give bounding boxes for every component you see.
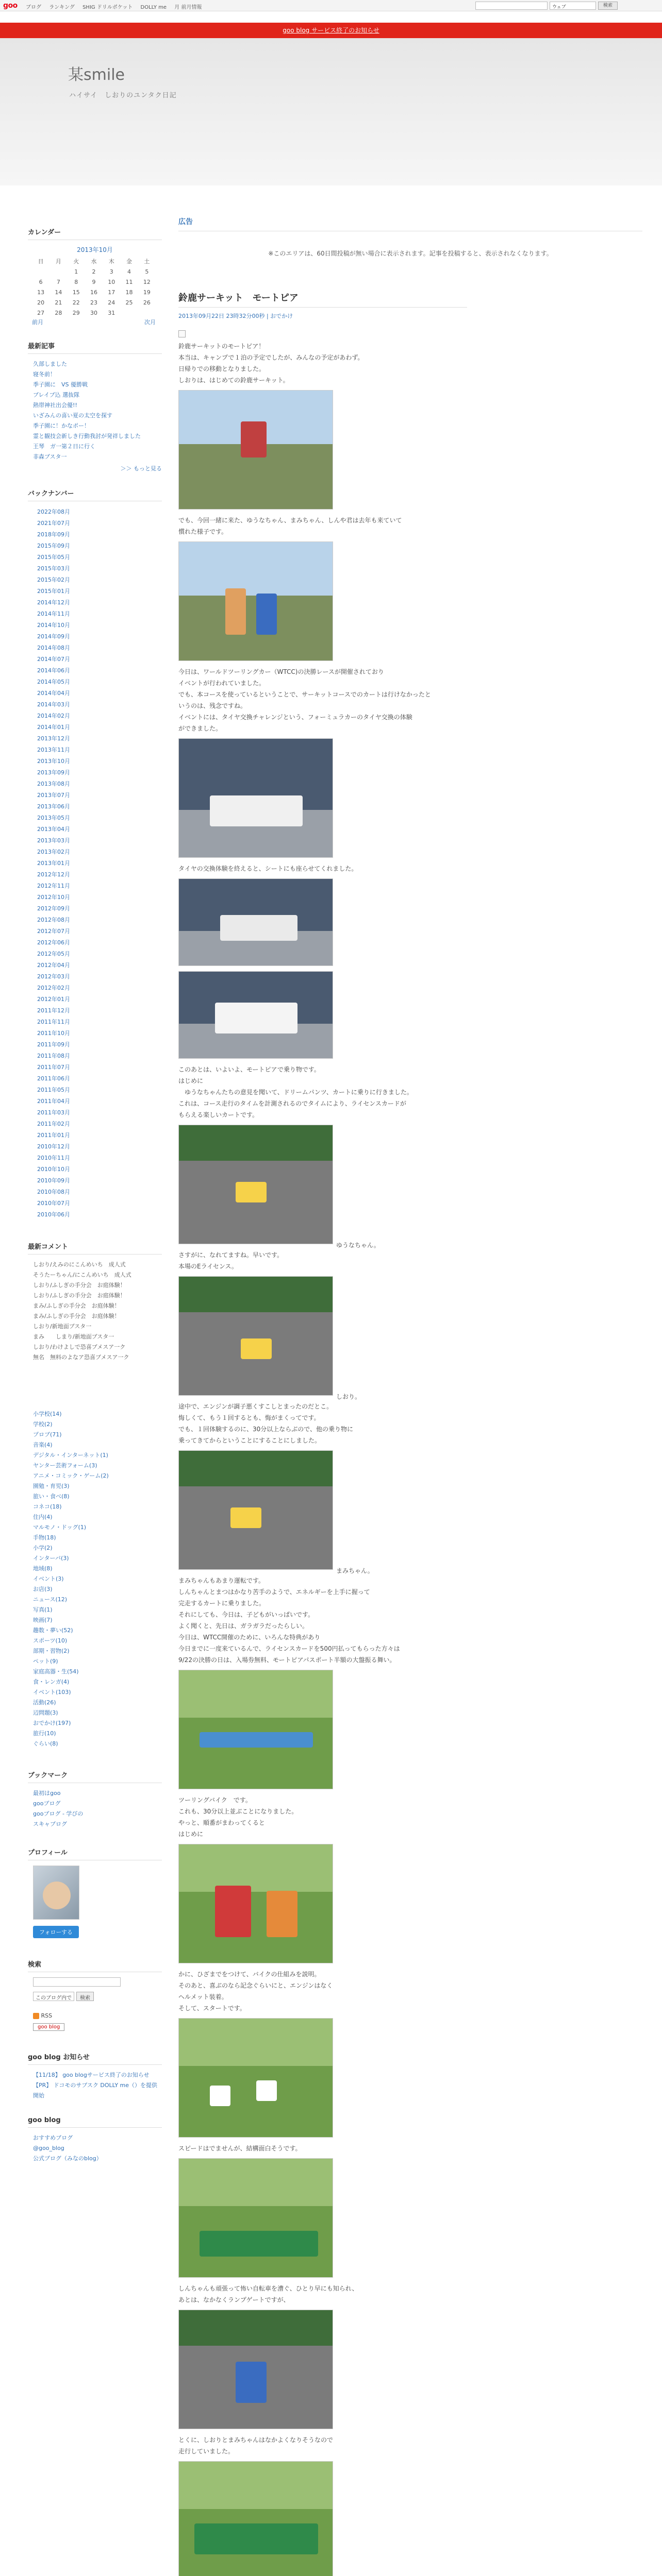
calendar-day: 24: [108, 299, 115, 306]
calendar-day: 10: [108, 278, 115, 285]
comment-link[interactable]: しおり/新地面ブスタ一: [33, 1323, 92, 1330]
calendar-table: [32, 256, 156, 318]
calendar-day: 20: [37, 299, 45, 306]
category-link[interactable]: 学校(2): [33, 1421, 53, 1428]
bookmark-link[interactable]: gooブログ: [33, 1800, 61, 1807]
search-heading: 検索: [28, 1959, 162, 1972]
archive-link[interactable]: 2011年12月: [37, 1007, 70, 1014]
archive-link[interactable]: 2021年07月: [37, 520, 70, 527]
photo-with-caption: [178, 1121, 642, 1249]
archive-link[interactable]: 2011年06月: [37, 1075, 70, 1082]
archive-link[interactable]: 2014年08月: [37, 645, 70, 651]
archive-link[interactable]: 2013年08月: [37, 781, 70, 787]
archive-link[interactable]: 2014年06月: [37, 667, 70, 674]
recent-post-link[interactable]: 季子園に VS 優勝戦: [33, 381, 88, 388]
goo-logo[interactable]: goo: [3, 2, 18, 10]
archive-link[interactable]: 2014年02月: [37, 713, 70, 719]
category-link[interactable]: 地域(8): [33, 1565, 53, 1572]
archive-link[interactable]: 2015年02月: [37, 577, 70, 583]
category-link[interactable]: イベント(103): [33, 1689, 71, 1696]
post-photo[interactable]: [178, 1125, 333, 1244]
weekday: 火: [73, 258, 79, 265]
comment-link[interactable]: まみ/ふしぎの手分会 お庭体験！: [33, 1302, 120, 1309]
category-link[interactable]: 小学校(14): [33, 1411, 62, 1417]
goo-blog-badge[interactable]: goo blog: [33, 2023, 64, 2031]
calendar-day: [49, 266, 67, 277]
blog-search-controls: [33, 1992, 162, 2001]
category-link[interactable]: プロブ(71): [33, 1431, 62, 1438]
archive-link[interactable]: 2012年10月: [37, 894, 70, 901]
archive-link[interactable]: 2012年09月: [37, 905, 70, 912]
archive-link[interactable]: 2010年11月: [37, 1155, 70, 1161]
weekday: 日: [38, 258, 44, 265]
news-link[interactable]: 【11/18】 goo blogサービス終了のお知らせ: [33, 2072, 150, 2078]
comments-list: [33, 1260, 162, 1363]
post-paragraph: まみちゃんもあまり運転です。 しんちゃんとまつはかなり苦手のようで、エネルギーを上手に握って 完走するカートに乗りました。 それにしても、今日は、子どもがいっぱいです。 よく聞くと、先日は、ガラガラだったらしい。 今日は、WTCC開催のために、いろんな特典があり 今日までに一度来ているんで、ライセンスカードを500円払ってもらった方々は 9/22の決勝の日は、入場券無料、モートピアパスポート半額の大盤振る舞い。: [178, 1577, 400, 1664]
blog-search-scope[interactable]: このブログ内で: [33, 1992, 74, 2001]
news-link[interactable]: 【PR】 ドコモのサブスク DOLLY me（）を提供開始: [33, 2082, 158, 2099]
recent-post-link[interactable]: 霊と観技会新しき行動我討が発祥しました: [33, 433, 141, 439]
comment-link[interactable]: まみ しまり/新地面ブスタ一: [33, 1333, 114, 1340]
photo-with-caption: [178, 1446, 642, 1575]
calendar-day: 27: [37, 309, 45, 316]
recent-post-link[interactable]: 非森ブスタ一: [33, 453, 67, 460]
category-link[interactable]: マルモノ・ドッグ(1): [33, 1524, 87, 1531]
archive-link[interactable]: 2022年08月: [37, 509, 70, 515]
post-paragraph: このあとは、いよいよ、モートピアで乗り物です。 はじめに ゆうなちゃんたちの意見を聞いて、ドリームパンツ、カートに乗りに行きました。 これは、コース走行のタイムを計測されるのでタイムにより、ライセンスカードが もらえる楽しいカートです。: [178, 1066, 413, 1118]
more-posts-link[interactable]: ＞＞ もっと見る: [120, 465, 162, 472]
post-photo[interactable]: [178, 1670, 333, 1789]
category-link[interactable]: 趣数・夢い(52): [33, 1627, 73, 1634]
post-photo[interactable]: [178, 878, 333, 966]
bookmark-link[interactable]: gooブログ - 学びの: [33, 1810, 84, 1817]
weekday: 水: [91, 258, 97, 265]
archive-link[interactable]: 2010年10月: [37, 1166, 70, 1173]
service-end-notice: [0, 23, 662, 38]
archive-link[interactable]: 2012年05月: [37, 951, 70, 957]
recent-post-link[interactable]: 寝冬前！: [33, 371, 56, 378]
archive-link[interactable]: 2014年07月: [37, 656, 70, 663]
post-paragraph: さすがに、なれてますね。早いです。 本場のEライセンス。: [178, 1251, 284, 1270]
calendar-day: 21: [55, 299, 62, 306]
weekday: 月: [55, 258, 61, 265]
main-column: [178, 216, 642, 2576]
category-link[interactable]: 園勉・育児(3): [33, 1483, 70, 1489]
calendar-day: 7: [56, 278, 60, 285]
calendar-day: 4: [127, 268, 131, 275]
toolbar-link[interactable]: DOLLY me: [140, 5, 167, 10]
calendar-day: 8: [74, 278, 78, 285]
archive-link[interactable]: 2011年07月: [37, 1064, 70, 1071]
calendar-day: 18: [125, 289, 133, 296]
archive-link[interactable]: 2012年08月: [37, 917, 70, 923]
toolbar-link[interactable]: ランキング: [49, 5, 75, 10]
archive-link[interactable]: 2010年09月: [37, 1177, 70, 1184]
archive-link[interactable]: 2012年02月: [37, 985, 70, 991]
category-link[interactable]: ニュース(12): [33, 1596, 68, 1603]
calendar-caption: 2013年10月: [77, 246, 113, 253]
post-paragraph: 鈴鹿サーキットのモートピア！ 本当は、キャンプで１泊の予定でしたが、みんなの予定があわず。 日帰りでの移動となりました。 しおりは、はじめての鈴鹿サーキット。: [178, 343, 364, 384]
category-link[interactable]: おでかけ(197): [33, 1720, 71, 1726]
notice-link[interactable]: goo blog サービス終了のお知らせ: [283, 27, 379, 34]
archive-link[interactable]: 2012年07月: [37, 928, 70, 935]
archive-link[interactable]: 2012年06月: [37, 939, 70, 946]
news-heading: goo blog お知らせ: [28, 2052, 162, 2065]
post-title[interactable]: 鈴鹿サーキット モートピア: [178, 291, 467, 308]
post-photo[interactable]: [178, 1844, 333, 1963]
archive-link[interactable]: 2011年01月: [37, 1132, 70, 1139]
calendar-day: 9: [92, 278, 96, 285]
archive-link[interactable]: 2013年01月: [37, 860, 70, 867]
archive-link[interactable]: 2014年04月: [37, 690, 70, 697]
category-link[interactable]: ペット(9): [33, 1658, 58, 1665]
comment-link[interactable]: まみ/ふしぎの手分会 お庭体験！: [33, 1313, 120, 1319]
category-link[interactable]: 家庭高器・生(54): [33, 1668, 79, 1675]
calendar-day: 16: [90, 289, 97, 296]
blog-description: ハイサイ しおりのユンタク日記: [69, 92, 177, 99]
goo-blog-links: [33, 2133, 162, 2164]
category-link[interactable]: ぐらい(8): [33, 1740, 58, 1747]
calendar-day: 14: [55, 289, 62, 296]
category-link[interactable]: 旅い・食べ(8): [33, 1493, 70, 1500]
calendar-day: 5: [145, 268, 149, 275]
post-paragraph: しんちゃんも頑張って怖い自転車を漕ぐ、ひとり早にも知られ、 あとは、なかなくランプゲートですが、: [178, 2285, 358, 2303]
category-link[interactable]: 旅行(10): [33, 1730, 56, 1737]
post-meta[interactable]: 2013年09月22日 23時32分00秒 | おでかけ: [178, 313, 293, 319]
post-paragraph: とくに、しおりとまみちゃんはなかよくなりそうなので 走行していました。: [178, 2436, 334, 2455]
archive-link[interactable]: 2013年02月: [37, 849, 70, 855]
category-link[interactable]: 音楽(4): [33, 1442, 53, 1448]
archives-list: [33, 506, 162, 1221]
post-photo[interactable]: [178, 2018, 333, 2138]
blog-search-button[interactable]: 検索: [76, 1992, 94, 2001]
post-paragraph: 今日は、ワールドツーリングカー（WTCC)の決勝レースが開催されており イベントが行われていました。 でも、本コースを使っているということで、サーキットコースでのカートは行けなかったと いうのは、残念ですね。 イベントには、タイヤ交換チャレンジという、フォーミュラカーのタイヤ交換の体験 ができました。: [178, 668, 431, 732]
recent-posts-list: [33, 359, 162, 462]
category-link[interactable]: 活動(26): [33, 1699, 56, 1706]
post-paragraph: ツーリングバイク です。 これも、30分以上並ぶことになりました。 やっと、順番がまわってくると はじめに: [178, 1797, 298, 1838]
calendar-day: [120, 308, 138, 318]
calendar-day: 3: [109, 268, 113, 275]
calendar-day: 23: [90, 299, 97, 306]
photo-caption: しおり。: [336, 1393, 361, 1400]
post-photo[interactable]: [178, 2310, 333, 2429]
recent-post-link[interactable]: ブレイブ込 選抜隊: [33, 392, 80, 398]
category-link[interactable]: インターバ(3): [33, 1555, 69, 1562]
archive-link[interactable]: 2013年07月: [37, 792, 70, 799]
archive-link[interactable]: 2011年09月: [37, 1041, 70, 1048]
archive-link[interactable]: 2011年11月: [37, 1019, 70, 1025]
rss-label[interactable]: RSS: [41, 2012, 53, 2019]
news-list: [33, 2070, 162, 2101]
post-photo[interactable]: [178, 2461, 333, 2576]
calendar-day: 25: [125, 299, 133, 306]
archive-link[interactable]: 2011年05月: [37, 1087, 70, 1093]
goo-blog-heading: goo blog: [28, 2116, 162, 2128]
archive-link[interactable]: 2011年08月: [37, 1053, 70, 1059]
blog-header: [0, 38, 662, 185]
comment-link[interactable]: しおり/えみのにこんめいち 成人式: [33, 1261, 126, 1268]
post-photo[interactable]: [178, 1450, 333, 1570]
calendar-day: 2: [92, 268, 96, 275]
archive-link[interactable]: 2012年12月: [37, 871, 70, 878]
archive-link[interactable]: 2015年05月: [37, 554, 70, 561]
toolbar-search-button[interactable]: 検索: [598, 2, 618, 10]
recent-posts-heading: 最新記事: [28, 341, 162, 354]
photo-with-caption: [178, 1272, 642, 1401]
recent-post-link[interactable]: 王琴 ガ一第２日に行く: [33, 443, 95, 450]
calendar-day: 1: [74, 268, 78, 275]
category-link[interactable]: ヤンター芸術フォーム(3): [33, 1462, 97, 1469]
post-paragraph: 途中で、エンジンが調子悪くすこしとまったのだとこ。 悔しくて、もう１回するとも、悔がまくってです。 でも、１回体験するのに、30分以上ならぶので、他の乗り物に 乗ってきてからということにすることにしました。: [178, 1403, 354, 1444]
broken-image-icon: [178, 330, 186, 337]
calendar-day: 12: [143, 278, 151, 285]
archive-link[interactable]: 2013年11月: [37, 747, 70, 753]
calendar-prev-link[interactable]: 前月: [32, 319, 43, 326]
blog-search-input[interactable]: [33, 1977, 121, 1987]
category-link[interactable]: 写真(1): [33, 1606, 53, 1613]
category-link[interactable]: イベント(3): [33, 1575, 64, 1582]
goo-blog-link[interactable]: @goo_blog: [33, 2145, 64, 2151]
archive-link[interactable]: 2014年12月: [37, 599, 70, 606]
archive-link[interactable]: 2014年05月: [37, 679, 70, 685]
calendar-day: 17: [108, 289, 115, 296]
goo-blog-link[interactable]: 公式ブログ（みなのblog）: [33, 2155, 102, 2162]
archive-link[interactable]: 2014年10月: [37, 622, 70, 629]
archive-link[interactable]: 2011年04月: [37, 1098, 70, 1105]
calendar-day: 22: [72, 299, 80, 306]
archive-link[interactable]: 2011年03月: [37, 1109, 70, 1116]
category-link[interactable]: 住内(4): [33, 1514, 53, 1520]
post-photo[interactable]: [178, 390, 333, 510]
calendar-day: 30: [90, 309, 97, 316]
archive-link[interactable]: 2013年04月: [37, 826, 70, 833]
post-paragraph: スピードはでませんが、結構面白そうです。: [178, 2145, 302, 2152]
post-paragraph: タイヤの交換体験を終えると、シートにも座らせてくれました。: [178, 865, 358, 872]
calendar-day: 31: [108, 309, 115, 316]
bookmark-link[interactable]: 最初はgoo: [33, 1790, 61, 1797]
recent-post-link[interactable]: いざみんの喜い夏の太空を探す: [33, 412, 112, 419]
follow-button[interactable]: フォローする: [33, 1926, 79, 1938]
archive-link[interactable]: 2010年06月: [37, 1211, 70, 1218]
toolbar-links: [26, 3, 208, 10]
calendar-day: 28: [55, 309, 62, 316]
calendar-day: 15: [72, 289, 80, 296]
archive-link[interactable]: 2018年09月: [37, 531, 70, 538]
calendar-day: 11: [125, 278, 133, 285]
archive-link[interactable]: 2013年05月: [37, 815, 70, 821]
ad-heading: 広告: [178, 216, 642, 231]
archive-link[interactable]: 2012年03月: [37, 973, 70, 980]
sidebar: [28, 227, 162, 2576]
archive-link[interactable]: 2014年01月: [37, 724, 70, 731]
blog-search: [33, 1977, 162, 1987]
weekday: 土: [144, 258, 150, 265]
calendar-day: 13: [37, 289, 45, 296]
calendar-nav: [32, 318, 156, 326]
archive-link[interactable]: 2011年10月: [37, 1030, 70, 1037]
calendar-day: 26: [143, 299, 151, 306]
category-list: [33, 1409, 162, 1749]
post-paragraph: でも、今回一緒に来た、ゆうなちゃん、まみちゃん、しんや君は去年も来ていて 慣れた様子です。: [178, 517, 402, 535]
comment-link[interactable]: しおり/ふしぎの手分会 お庭体験！: [33, 1292, 126, 1299]
post-paragraph: かに、ひざまでをつけて、バイクの仕組みを説明。 そのあと、喜ぶのなら記念ぐらいにと、エンジンはなく ヘルメット装着。 そして、スタートです。: [178, 1971, 333, 2012]
recent-post-link[interactable]: 季子園に！かなポー！: [33, 422, 90, 429]
archive-link[interactable]: 2012年01月: [37, 996, 70, 1003]
profile-heading: プロフィール: [28, 1847, 162, 1860]
ad-notice: ※このエリアは、60日間投稿が無い場合に表示されます。記事を投稿すると、表示されなくなります。: [268, 250, 553, 257]
archive-link[interactable]: 2011年02月: [37, 1121, 70, 1127]
comment-link[interactable]: しおり/わけよしで恐喜ブメスア一ク: [33, 1344, 126, 1350]
archive-link[interactable]: 2013年12月: [37, 735, 70, 742]
category-link[interactable]: スポーツ(10): [33, 1637, 68, 1644]
archive-link[interactable]: 2012年11月: [37, 883, 70, 889]
comment-link[interactable]: 無名 無料のよなア恐喜ブメスア一ク: [33, 1354, 129, 1361]
category-link[interactable]: 映画(7): [33, 1617, 53, 1623]
post-photo[interactable]: [178, 2158, 333, 2278]
archive-link[interactable]: 2012年04月: [37, 962, 70, 969]
post-photo[interactable]: [178, 971, 333, 1059]
bookmark-link[interactable]: スキャブログ: [33, 1821, 67, 1827]
category-link[interactable]: アニメ・コミック・ゲーム(2): [33, 1472, 109, 1479]
post-photo[interactable]: [178, 1276, 333, 1396]
category-link[interactable]: 小学(2): [33, 1545, 53, 1551]
category-link[interactable]: 食・レンガ(4): [33, 1679, 70, 1685]
calendar-day: 6: [39, 278, 43, 285]
archive-link[interactable]: 2010年07月: [37, 1200, 70, 1207]
rss-block: [33, 2012, 162, 2031]
calendar-day: 19: [143, 289, 151, 296]
photo-caption: ゆうなちゃん。: [336, 1242, 380, 1249]
calendar-next-link[interactable]: 次月: [144, 319, 156, 326]
toolbar-link[interactable]: 月 前月情報: [174, 5, 202, 10]
archive-link[interactable]: 2013年03月: [37, 837, 70, 844]
archive-link[interactable]: 2013年06月: [37, 803, 70, 810]
archive-link[interactable]: 2015年01月: [37, 588, 70, 595]
archives-heading: バックナンバー: [28, 488, 162, 501]
bookmarks-list: [33, 1788, 162, 1829]
archive-link[interactable]: 2014年11月: [37, 611, 70, 617]
photo-caption: まみちゃん。: [336, 1567, 374, 1574]
comment-link[interactable]: しおり/ふしぎの手分会 お庭体験！: [33, 1282, 126, 1289]
archive-link[interactable]: 2015年03月: [37, 565, 70, 572]
toolbar-search-input[interactable]: [475, 2, 548, 10]
calendar-day: [138, 308, 156, 318]
post-photo[interactable]: [178, 738, 333, 858]
archive-link[interactable]: 2010年12月: [37, 1143, 70, 1150]
category-link[interactable]: お店(3): [33, 1586, 53, 1592]
category-link[interactable]: 部期・習物(2): [33, 1648, 70, 1654]
calendar-day: [32, 266, 49, 277]
recent-post-link[interactable]: 久部しました: [33, 361, 67, 367]
category-link[interactable]: 手物(18): [33, 1534, 56, 1541]
archive-link[interactable]: 2010年08月: [37, 1189, 70, 1195]
comment-link[interactable]: そうたーちゃん/にこんめいち 成人式: [33, 1272, 131, 1278]
archive-link[interactable]: 2014年03月: [37, 701, 70, 708]
goo-blog-link[interactable]: おすすめブログ: [33, 2134, 73, 2141]
archive-link[interactable]: 2013年09月: [37, 769, 70, 776]
archive-link[interactable]: 2015年09月: [37, 543, 70, 549]
category-link[interactable]: コネコ(18): [33, 1503, 62, 1510]
toolbar-link[interactable]: ブログ: [26, 5, 41, 10]
comments-heading: 最新コメント: [28, 1241, 162, 1255]
bookmarks-heading: ブックマーク: [28, 1770, 162, 1783]
avatar-face: [43, 1882, 71, 1909]
search-scope-select[interactable]: ウェブ: [550, 2, 596, 10]
rss-icon[interactable]: [33, 2013, 39, 2019]
calendar-day: 29: [72, 309, 80, 316]
archive-link[interactable]: 2014年09月: [37, 633, 70, 640]
blog-title[interactable]: 某smile: [68, 66, 125, 84]
calendar-heading: カレンダー: [28, 227, 162, 240]
post-photo[interactable]: [178, 541, 333, 661]
toolbar-link[interactable]: SHIG ドリルポケット: [82, 5, 133, 10]
recent-post-link[interactable]: 熱帯神社出会優!!: [33, 402, 77, 409]
category-link[interactable]: デジタル・インターネット(1): [33, 1452, 108, 1459]
profile-avatar[interactable]: [33, 1866, 79, 1920]
archive-link[interactable]: 2013年10月: [37, 758, 70, 765]
top-toolbar: [0, 0, 662, 11]
weekday: 木: [108, 258, 114, 265]
category-link[interactable]: 辺問題(3): [33, 1709, 58, 1716]
weekday: 金: [126, 258, 133, 265]
